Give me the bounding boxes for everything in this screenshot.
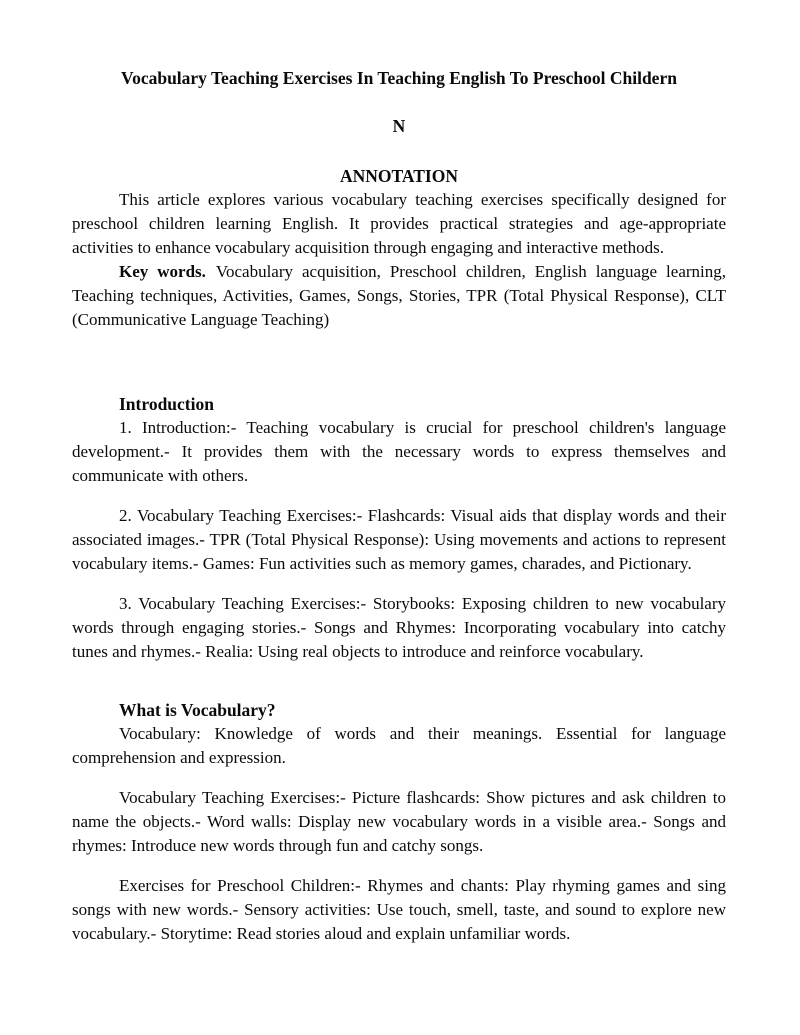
document-title: Vocabulary Teaching Exercises In Teaching English To Preschool Childern xyxy=(121,68,677,88)
section-heading-introduction: Introduction xyxy=(119,394,214,414)
keywords-label: Key words. xyxy=(119,262,206,281)
paragraph-introduction-2: 2. Vocabulary Teaching Exercises:- Flashcards: Visual aids that display words and their associated images.- TPR (Total Physical Response): Using movements and actions to represent vocabulary items.- Games: Fun activities such as memory games, charades, and Pictionary. xyxy=(72,506,726,573)
author-initial: N xyxy=(392,116,406,136)
paragraph-introduction-3: 3. Vocabulary Teaching Exercises:- Storybooks: Exposing children to new vocabulary words through engaging stories.- Songs and Rhymes: Incorporating vocabulary into catchy tunes and rhymes.- Realia: Using real objects to introduce and reinforce vocabulary. xyxy=(72,594,726,661)
paragraph-introduction-1: 1. Introduction:- Teaching vocabulary is crucial for preschool children's language development.- It provides them with the necessary words to express themselves and communicate with others. xyxy=(72,418,726,485)
annotation-paragraph: This article explores various vocabulary teaching exercises specifically designed for preschool children learning English. It provides practical strategies and age-appropriate activities to enhance vocabulary acquisition through engaging and interactive methods. xyxy=(72,190,726,257)
keywords-text: Vocabulary acquisition, Preschool children, English language learning, Teaching techniques, Activities, Games, Songs, Stories, TPR (Total Physical Response), CLT (Communicative Language Teaching) xyxy=(72,262,727,329)
annotation-heading: ANNOTATION xyxy=(340,166,458,186)
paragraph-vocabulary-exercises: Vocabulary Teaching Exercises:- Picture flashcards: Show pictures and ask children to name the objects.- Word walls: Display new vocabulary words in a visible area.- Songs and rhymes: Introduce new words through fun and catchy songs. xyxy=(72,788,726,855)
paragraph-preschool-exercises: Exercises for Preschool Children:- Rhymes and chants: Play rhyming games and sing songs with new words.- Sensory activities: Use touch, smell, taste, and sound to explore new vocabulary.- Storytime: Read stories aloud and explain unfamiliar words. xyxy=(72,876,726,943)
section-heading-what-is-vocabulary: What is Vocabulary? xyxy=(119,700,276,720)
keywords-paragraph xyxy=(72,260,726,332)
paragraph-vocabulary-definition: Vocabulary: Knowledge of words and their meanings. Essential for language comprehension and expression. xyxy=(72,724,726,767)
